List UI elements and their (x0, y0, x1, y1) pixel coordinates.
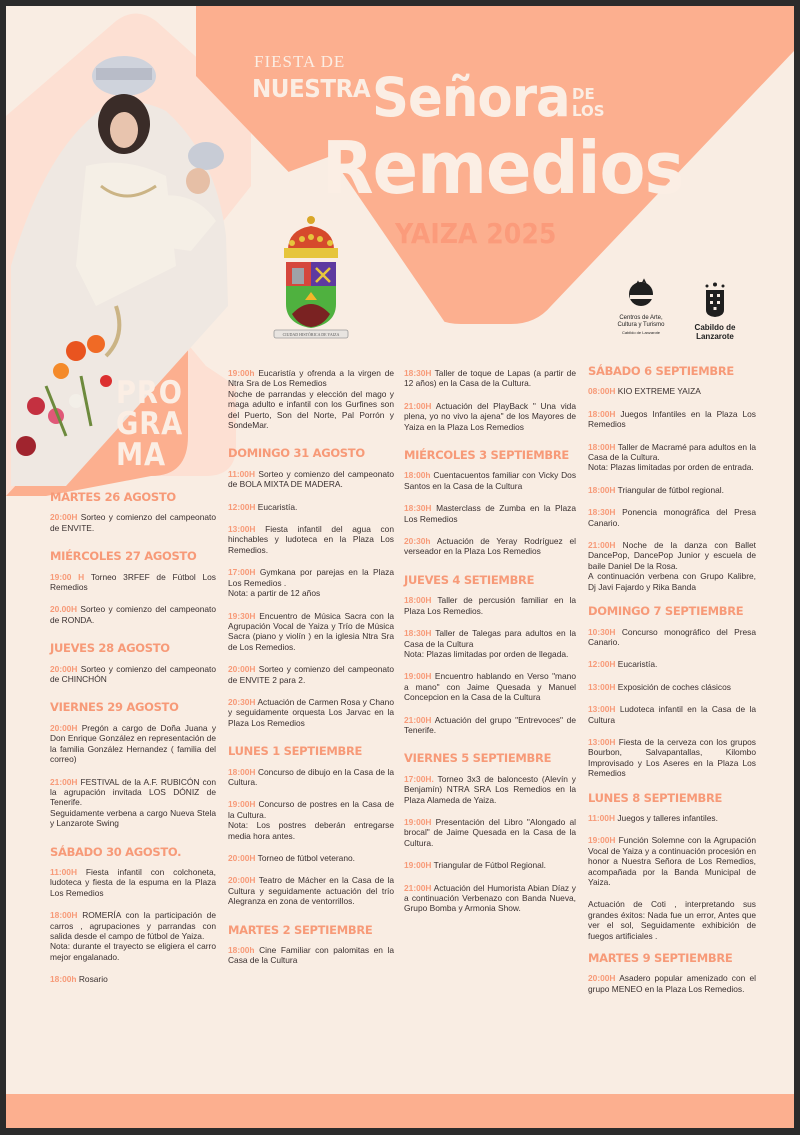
event-note: Nota: durante el trayecto se eligiera el carro mejor engalanado. (50, 941, 216, 962)
event-note: Nota: Plazas limitadas por orden de llegada. (404, 648, 569, 659)
day-block (50, 844, 216, 985)
event-item (228, 567, 394, 598)
programa-ma: MA (116, 437, 167, 473)
event-text: Fiesta infantil del agua con hinchables y ludoteca en la Plaza Los Remedios. (228, 524, 394, 555)
title-los: LOS (572, 102, 605, 120)
event-text: Actuación del Humorista Abian Díaz y a continuación Verbenazo con Banda Nueva, Grupo Bomba y Armonia Show. (404, 882, 576, 914)
event-item (588, 899, 756, 941)
event-item (404, 817, 576, 848)
day-block (50, 492, 216, 533)
event-time: 20:30h (404, 536, 431, 547)
event-note: Nota: a partir de 12 años (228, 588, 321, 599)
event-time: 17:00H (228, 567, 256, 578)
sponsor-logos (606, 278, 766, 348)
event-item (228, 664, 394, 685)
event-item (50, 604, 216, 625)
day-heading: VIERNES 5 SEPTIEMBRE (404, 751, 552, 766)
event-text: Gymkana por parejas en la Plaza Los Remedios . (228, 567, 394, 588)
event-text: Concurso de dibujo en la Casa de la Cultura. (228, 766, 394, 787)
event-time: 13:00H (588, 681, 616, 692)
event-text: Encuentro hablando en Verso "mano a mano" con Jaime Quesada y Manuel Concepcion en la Casa de la Cultura (404, 671, 577, 703)
programa-label (116, 375, 184, 473)
sponsor-cabildo-line1: Cabildo de (694, 323, 736, 332)
event-item (228, 469, 394, 490)
event-text: Torneo de fútbol veterano. (257, 853, 355, 863)
event-item (404, 368, 576, 389)
event-text: Eucaristía y ofrenda a la virgen de Ntra Sra de Los Remedios (228, 368, 395, 389)
event-item (588, 973, 756, 994)
day-block (228, 922, 394, 966)
event-item (228, 697, 394, 728)
event-text: Presentación del Libro "Alongado al brocal" de Jaime Quesada en la Casa de la Cultura. (404, 816, 576, 848)
event-time: 18:00H (588, 484, 616, 495)
event-text: Torneo 3RFEF de Fútbol Los Remedios (50, 571, 216, 593)
event-item (404, 595, 576, 616)
event-time: 20.00H (50, 604, 78, 615)
event-text: Exposición de coches clásicos (617, 681, 731, 692)
event-note: Nota: Plazas limitadas por orden de entrada. (588, 462, 754, 473)
event-text: Función Solemne con la Agrupación Vocal de Yaiza y a continuación procesión en honor a Nuestra Señora de Los Remedios, acompañada por la Banda Municipal de Yaiza. (588, 835, 756, 887)
event-item (588, 442, 756, 473)
event-item (50, 572, 216, 593)
cact-logo-icon (624, 278, 658, 310)
day-heading: LUNES 8 SEPTIEMBRE (588, 790, 723, 805)
event-time: 13:00H (588, 704, 616, 715)
event-time: 12:00H (228, 501, 256, 512)
crest-label: CIUDAD HISTÓRICA DE YAIZA (282, 332, 340, 337)
programa-gra: GRA (116, 406, 184, 442)
title-de: DE (572, 85, 595, 103)
event-note: Seguidamente verbena a cargo Nueva Stela y Lanzarote Swing (50, 807, 216, 829)
event-note: Noche de parrandas y elección del mago y maga adulto e infantil con los Gurfines son del Puerto, Son del Norte, Pal Porrón y SondeMar. (228, 388, 394, 431)
day-heading: LUNES 1 SEPTIEMBRE (228, 744, 363, 759)
event-item (50, 777, 216, 829)
event-time: 11:00H (228, 468, 256, 479)
title-fiesta-de: FIESTA DE (254, 52, 346, 71)
event-item (588, 627, 756, 648)
schedule-column-3 (404, 368, 576, 926)
event-time: 11:00H (588, 812, 616, 823)
event-item (404, 883, 576, 914)
event-text: Taller de percusión familiar en la Plaza Los Remedios. (404, 595, 576, 616)
day-heading: SÁBADO 30 AGOSTO. (50, 844, 182, 859)
event-item (50, 664, 216, 685)
day-heading: MARTES 26 AGOSTO (50, 490, 176, 504)
event-time: 20:00H (228, 664, 256, 675)
event-time: 12:00H (588, 659, 616, 670)
poster (6, 6, 794, 1128)
event-text: Concurso de postres en la Casa de la Cultura. (228, 799, 394, 820)
event-item (228, 945, 394, 966)
event-time: 18:00H (588, 441, 616, 452)
event-item (588, 682, 756, 692)
schedule-column-2 (228, 368, 394, 978)
event-text: Ponencia monográfica del Presa Canario. (588, 507, 757, 528)
event-time: 20:00H (228, 875, 256, 886)
event-time: 19:00H (404, 671, 432, 682)
day-heading: MIÉRCOLES 3 SEPTIEMBRE (404, 448, 569, 463)
event-time: 21:00H (50, 776, 78, 787)
sponsor-cact-line1: Centros de Arte, (619, 315, 663, 321)
event-item (404, 860, 576, 870)
day-heading: JUEVES 28 AGOSTO (50, 641, 170, 656)
event-text: Masterclass de Zumba en la Plaza Los Remedios (404, 503, 577, 524)
event-text: Cuentacuentos familiar con Vicky Dos Santos en la Casa de la Cultura (404, 470, 577, 491)
title-senora: Señora (372, 66, 570, 129)
event-text: Triangular de Fútbol Regional. (433, 860, 547, 871)
event-note: A continuación verbena con Grupo Kalibre, Dj Javi Fajardo y Rika Banda (588, 571, 756, 592)
event-item (50, 974, 216, 984)
event-item (588, 737, 756, 779)
event-time: 19:00H (228, 799, 256, 810)
event-item (404, 470, 576, 491)
event-text: Sorteo y comienzo del campeonato de ENVITE 2 para 2. (228, 664, 394, 685)
event-item (228, 368, 394, 430)
event-text: Sorteo y comienzo del campeonato de ENVITE. (50, 512, 216, 533)
event-time: 18:00h (404, 470, 431, 481)
day-heading: MARTES 9 SEPTIEMBRE (588, 951, 733, 966)
event-text: Juegos y talleres infantiles. (617, 812, 718, 823)
event-time: 18:00H (404, 595, 432, 606)
event-item (228, 524, 394, 555)
event-text: Sorteo y comienzo del campeonato de CHINCHÓN (50, 663, 216, 685)
sponsor-cact (606, 278, 676, 335)
day-heading: MARTES 2 SEPTIEMBRE (228, 922, 373, 937)
day-block (588, 366, 756, 592)
event-item (228, 611, 394, 653)
event-time: 20:00H (228, 853, 256, 863)
event-time: 18:00h (228, 945, 255, 956)
event-text: Actuación de Coti , interpretando sus grandes éxitos: Nada fue un error, Antes que ver el sol, Seguidamente exhibición de fuegos artificiales . (588, 899, 756, 941)
event-time: 18:30H (404, 368, 432, 378)
day-block (404, 368, 576, 432)
event-time: 21:00H (588, 540, 616, 551)
event-item (228, 853, 394, 863)
day-block (588, 606, 756, 778)
event-text: Actuación de Carmen Rosa y Chano y seguidamente orquesta Los Jarvac en la Plaza Los Remedios (228, 696, 394, 728)
event-time: 18:30H (588, 507, 616, 518)
event-item (404, 536, 576, 557)
day-block (50, 551, 216, 625)
event-time: 17:00H. (404, 773, 434, 784)
event-time: 19:00H (404, 860, 432, 871)
title-nuestra: NUESTRA (252, 74, 371, 103)
event-text: Asadero popular amenizado con el grupo MENEO en la Plaza Los Remedios. (588, 973, 756, 994)
event-time: 18:00H (228, 766, 256, 777)
programa-pro: PRO (116, 375, 183, 411)
day-block (228, 448, 394, 728)
event-text: Actuación del grupo "Entrevoces" de Tenerife. (404, 714, 576, 735)
event-text: Encuentro de Música Sacra con la Agrupación Vocal de Yaiza y Trío de Música Sacra (piano y violín ) en la iglesia Ntra Sra de Los Remedios. (228, 610, 395, 652)
event-time: 13:00H (228, 524, 256, 535)
event-text: Concurso monográfico del Presa Canario. (588, 626, 757, 647)
event-text: Sorteo y comienzo del campeonato de RONDA. (50, 604, 216, 625)
event-text: Actuación del PlayBack " Una vida plena, yo no vivo la ajena" de los Mayores de Yaiza en la Plaza Los Remedios (404, 400, 576, 432)
event-text: Actuación de Yeray Rodríguez el verseador en la Plaza Los Remedios (404, 536, 576, 557)
subtitle-yaiza-2025: YAIZA 2025 (395, 217, 557, 250)
event-time: 08:00H (588, 386, 616, 397)
event-text: Taller de Talegas para adultos en la Casa de la Cultura (404, 628, 576, 649)
event-time: 20:30H (228, 696, 256, 707)
sponsor-cact-line2: Cultura y Turismo (617, 322, 665, 328)
day-heading: JUEVES 4 SETIEMBRE (404, 572, 535, 587)
event-time: 18:00H (588, 408, 616, 419)
event-time: 18:00H (50, 910, 78, 921)
yaiza-crest-icon (268, 212, 354, 342)
day-block (50, 643, 216, 684)
event-time: 21:00H (404, 882, 432, 893)
event-item (588, 813, 756, 823)
day-block (228, 368, 394, 430)
schedule-column-4 (588, 366, 756, 1006)
title-remedios: Remedios (322, 126, 684, 210)
event-time: 19:30H (228, 610, 256, 621)
event-item (588, 409, 756, 430)
day-block (588, 953, 756, 994)
day-block (404, 753, 576, 913)
event-time: 20:00H (50, 722, 78, 733)
event-item (588, 835, 756, 887)
event-text: Ludoteca infantil en la Casa de la Cultura (588, 704, 757, 725)
event-text: Rosario (78, 974, 108, 985)
event-text: FESTIVAL de la A.F. RUBICÓN con la agrupación invitada LOS DÓNIZ de Tenerife. (50, 776, 216, 808)
event-item (588, 540, 756, 592)
event-text: KIO EXTREME YAIZA (617, 386, 701, 397)
event-item (228, 799, 394, 841)
event-item (228, 502, 394, 512)
event-item (404, 401, 576, 432)
event-item (588, 485, 756, 495)
event-time: 11:00H (50, 866, 78, 877)
sponsor-cact-sub: Cabildo de Lanzarote (621, 330, 661, 335)
day-block (404, 450, 576, 557)
event-time: 18:30H (404, 503, 432, 514)
event-text: Fiesta de la cerveza con los grupos Bourbon, Salvapantallas, Kilombo Improvisado y Los Aseres en la Plaza Los Remedios (588, 736, 756, 779)
schedule-column-1 (50, 492, 216, 997)
sponsor-cabildo (690, 282, 740, 341)
day-block (404, 572, 577, 735)
event-item (588, 659, 756, 669)
event-item (50, 867, 216, 898)
event-item (228, 875, 394, 906)
event-item (404, 715, 576, 736)
event-item (404, 503, 576, 524)
event-note: Nota: Los postres deberán entregarse media hora antes. (228, 820, 394, 841)
event-time: 10:30H (588, 626, 616, 637)
event-time: 18:00h (50, 974, 77, 985)
event-text: Teatro de Mácher en la Casa de la Cultura y seguidamente actuación del trío Alegranza en zona de ventorrillos. (228, 875, 394, 907)
day-heading: SÁBADO 6 SEPTIEMBRE (588, 364, 734, 378)
day-block (588, 790, 756, 941)
event-time: 13:00H (588, 736, 616, 747)
event-text: Triangular de fútbol regional. (617, 484, 724, 495)
sponsor-cabildo-line2: Lanzarote (696, 332, 734, 341)
event-time: 21:00H (404, 400, 432, 411)
event-time: 19:00h (228, 368, 255, 378)
event-time: 19:00H (588, 835, 616, 846)
footer-band (6, 1094, 794, 1128)
event-time: 19:00H (404, 816, 432, 827)
day-heading: VIERNES 29 AGOSTO (50, 700, 179, 715)
event-text: Taller de Macramé para adultos en la Casa de la Cultura. (588, 441, 756, 463)
event-item (228, 767, 394, 788)
event-text: Fiesta infantil con colchoneta, ludoteca y fiesta de la espuma en la Plaza Los Remedios (50, 866, 216, 898)
event-time: 21:00H (404, 714, 432, 725)
event-item (50, 910, 216, 962)
event-time: 20:00H (50, 512, 78, 523)
event-item (404, 774, 576, 805)
day-block (50, 702, 216, 828)
title-de-los (572, 86, 605, 120)
event-time: 20:00H (588, 973, 616, 984)
cabildo-shield-icon (702, 282, 728, 318)
event-time: 18:30H (404, 628, 432, 639)
day-heading: DOMINGO 7 SEPTIEMBRE (588, 604, 744, 619)
event-item (588, 386, 756, 396)
event-time: 20:00H (50, 663, 78, 674)
day-heading: DOMINGO 31 AGOSTO (228, 446, 365, 461)
event-text: Pregón a cargo de Doña Juana y Don Enrique González en representación de la familia González Hernandez ( familia del correo) (50, 722, 217, 765)
event-text: Sorteo y comienzo del campeonato de BOLA MIXTA DE MADERA. (228, 468, 394, 490)
event-item (50, 723, 216, 765)
event-text: Torneo 3x3 de baloncesto (Alevín y Benjamín) NTRA SRA Los Remedios en la Plaza Alameda de Yaiza. (404, 773, 576, 805)
event-item (404, 628, 576, 659)
event-item (588, 704, 756, 725)
event-text: Juegos Infantiles en la Plaza Los Remedios (588, 408, 756, 430)
event-time: 19:00 H (50, 571, 85, 582)
day-block (228, 746, 394, 906)
event-item (588, 507, 756, 528)
day-heading: MIÉRCOLES 27 AGOSTO (50, 549, 197, 564)
event-text: ROMERÍA con la participación de carros , agrupaciones y parrandas con salida desde el campo de fútbol de Yaiza. (50, 910, 216, 941)
event-text: Eucaristía. (257, 501, 298, 512)
event-text: Eucaristía. (617, 659, 658, 670)
event-text: Noche de la danza con Ballet DancePop, DancePop Junior y escuela de baile Daniel De la Rosa. (588, 540, 756, 571)
event-text: Taller de toque de Lapas (a partir de 12 años) en la Casa de la Cultura. (404, 368, 576, 389)
event-item (50, 512, 216, 533)
event-text: Cine Familiar con palomitas en la Casa de la Cultura (228, 945, 394, 966)
event-item (404, 671, 576, 702)
